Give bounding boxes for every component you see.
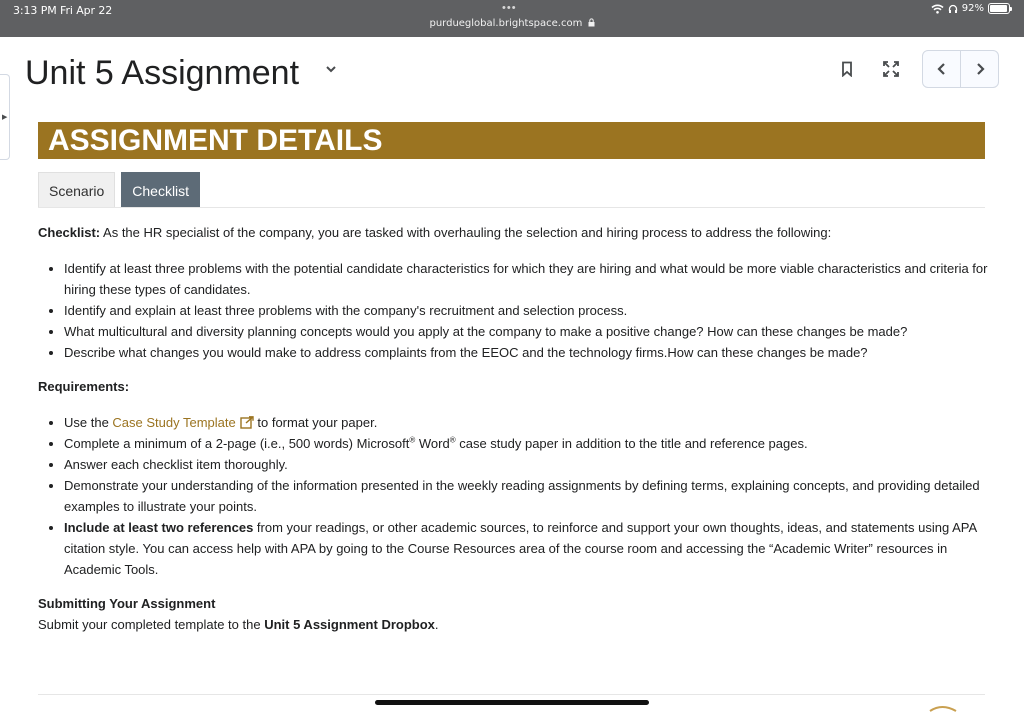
page-title[interactable]: Unit 5 Assignment: [25, 54, 300, 92]
submitting-text: [38, 614, 988, 635]
link-text: Case Study Template: [112, 415, 236, 430]
url-bar[interactable]: [0, 18, 1024, 29]
next-button[interactable]: [960, 51, 998, 87]
lock-icon: [588, 18, 595, 27]
list-item: • Identify and explain at least three problems with the company's recruitment and selection process.: [64, 300, 988, 321]
status-indicators: [931, 3, 1010, 14]
checklist-intro: [38, 222, 988, 243]
list-item: • What multicultural and diversity planning concepts would you apply at the company to make a positive change? How can these changes be made?: [64, 321, 988, 342]
chevron-right-icon: [974, 62, 986, 76]
battery-icon: [988, 3, 1010, 14]
bottom-divider: [38, 694, 985, 695]
sidebar-toggle[interactable]: [0, 74, 10, 160]
fullscreen-icon[interactable]: [882, 60, 900, 78]
req-bold-text: Include at least two references: [64, 520, 254, 535]
battery-percent: 92%: [961, 3, 984, 14]
assignment-details-banner: ASSIGNMENT DETAILS: [38, 122, 985, 159]
external-link-icon: [240, 416, 254, 429]
battery-fill: [990, 5, 1007, 12]
case-study-template-link[interactable]: [112, 415, 253, 430]
submit-text: .: [434, 617, 439, 632]
list-item: [64, 412, 988, 433]
req-text: case study paper in addition to the title and reference pages.: [455, 436, 808, 451]
chevron-down-icon[interactable]: [324, 64, 338, 74]
req-text: from your readings, or other academic sources, to reinforce and support your own thoughts, ideas, and statements using APA citation style. You can access help with APA by going to the Course Resources area of the course room and accessing the “Academic Writer” resources in Academic Tools.: [64, 520, 977, 577]
status-bar: [0, 0, 1024, 37]
req-text: Word: [415, 436, 450, 451]
checklist-intro-text: As the HR specialist of the company, you are tasked with overhauling the selection and hiring process to address the following:: [100, 225, 832, 240]
headphones-icon: [948, 4, 958, 14]
req-text: Complete a minimum of a 2-page (i.e., 500 words) Microsoft: [64, 436, 410, 451]
req-text: to format your paper.: [253, 415, 378, 430]
list-item: [64, 433, 988, 454]
status-time: 3:13 PM Fri Apr 22: [13, 4, 113, 17]
submit-text: Submit your completed template to the: [38, 617, 265, 632]
assignment-content: [38, 222, 988, 635]
list-item: [64, 517, 988, 580]
checklist-label: Checklist:: [38, 225, 101, 240]
bookmark-icon[interactable]: [840, 61, 854, 77]
dropbox-name: Unit 5 Assignment Dropbox: [264, 617, 435, 632]
home-indicator[interactable]: [375, 700, 649, 705]
requirements-list: [38, 412, 988, 580]
url-text: purdueglobal.brightspace.com: [429, 18, 583, 29]
req-text: Use the: [64, 415, 113, 430]
list-item: • Demonstrate your understanding of the information presented in the weekly reading assignments by defining terms, explaining concepts, and providing detailed examples to illustrate your points.: [64, 475, 988, 517]
submitting-heading: Submitting Your Assignment: [38, 596, 216, 611]
registered-mark: ®: [449, 435, 456, 445]
list-item: • Answer each checklist item thoroughly.: [64, 454, 988, 475]
caret-right-icon: ▶: [2, 114, 8, 121]
list-item: • Identify at least three problems with the potential candidate characteristics for which they are hiring and what would be more viable characteristics and criteria for hiring these types of candidates.: [64, 258, 988, 300]
topic-navigation: [922, 50, 999, 88]
chevron-left-icon: [936, 62, 948, 76]
list-item: • Describe what changes you would make to address complaints from the EEOC and the technology firms.How can these changes be made?: [64, 342, 988, 363]
logo-mark-icon: [928, 704, 958, 712]
registered-mark: ®: [409, 435, 416, 445]
more-dots-icon[interactable]: •••: [502, 2, 517, 14]
tab-checklist[interactable]: Checklist: [121, 172, 200, 208]
requirements-heading: Requirements:: [38, 379, 130, 394]
wifi-icon: [931, 4, 944, 14]
tab-scenario[interactable]: Scenario: [38, 172, 115, 208]
tab-list: [38, 172, 200, 208]
checklist-list: [38, 258, 988, 363]
previous-button[interactable]: [923, 51, 960, 87]
tab-divider: [38, 207, 985, 208]
